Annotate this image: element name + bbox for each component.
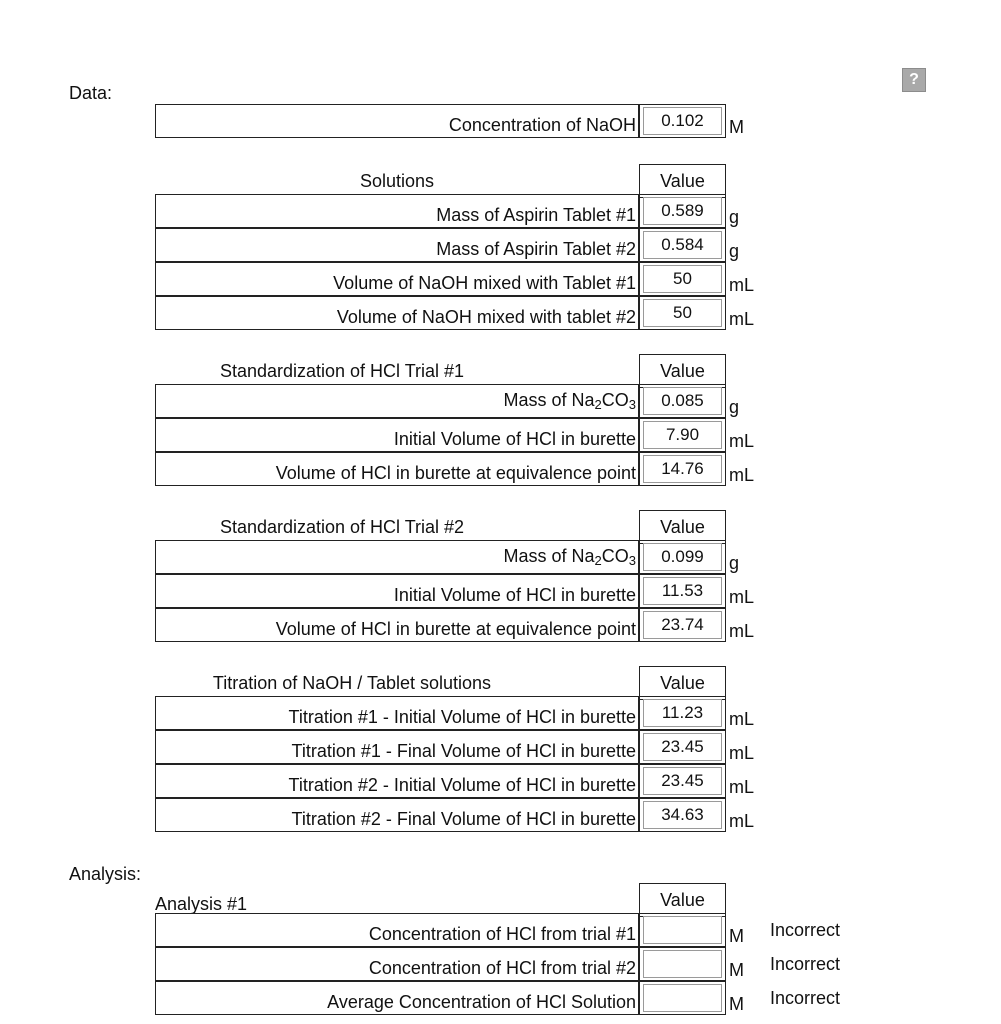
concentration-naoh-label-text: Concentration of NaOH [448,115,636,135]
titration-title-text: Titration of NaOH / Tablet solutions [212,673,492,693]
mass-tablet-2-input[interactable] [643,231,722,259]
analysis1-title [155,883,639,917]
titration2-final-input[interactable] [643,801,722,829]
titration-row-label: Titration #1 - Final Volume of HCl in burette [291,741,636,761]
analysis1-row-label: Concentration of HCl from trial #1 [368,924,636,944]
solutions-title [155,164,639,198]
trial2-row-label: Volume of HCl in burette at equivalence point [275,619,636,639]
trial1-row-label: Volume of HCl in burette at equivalence point [275,463,636,483]
titration-value-cell [639,798,726,832]
analysis1-status: Incorrect [770,919,841,940]
solutions-row [155,262,639,296]
mass-tablet-1-input[interactable] [643,197,722,225]
solutions-unit: g [729,241,740,261]
data-section-label: Data: [69,83,113,103]
titration-row [155,730,639,764]
analysis1-value-cell [639,947,726,981]
trial1-value-cell [639,384,726,418]
titration-row-label: Titration #2 - Final Volume of HCl in burette [291,809,636,829]
trial2-unit: mL [729,621,755,641]
titration-row-label: Titration #2 - Initial Volume of HCl in burette [288,775,636,795]
solutions-unit: g [729,207,740,227]
solutions-value-cell [639,194,726,228]
analysis1-row-label: Concentration of HCl from trial #2 [368,958,636,978]
mass-label-prefix: Mass of Na [503,390,595,410]
trial2-value-cell [639,574,726,608]
trial1-row [155,452,639,486]
trial1-title-text: Standardization of HCl Trial #1 [219,361,465,381]
trial1-value-cell [639,452,726,486]
trial1-equivalence-volume-input[interactable] [643,455,722,483]
volume-naoh-tablet-2-input[interactable] [643,299,722,327]
trial1-title [155,354,639,388]
concentration-naoh-label [155,104,639,138]
trial2-row [155,608,639,642]
trial2-unit: mL [729,587,755,607]
concentration-naoh-input[interactable] [643,107,722,135]
titration1-initial-input[interactable] [643,699,722,727]
concentration-naoh-unit: M [729,117,744,137]
trial1-value-header: Value [639,354,726,388]
solutions-row-label: Mass of Aspirin Tablet #2 [436,239,636,259]
analysis1-unit: M [729,960,744,980]
mass-label-sub: 2 [594,553,602,568]
hcl-concentration-trial1-input[interactable] [643,916,722,944]
titration-value-header: Value [639,666,726,700]
solutions-row-label: Mass of Aspirin Tablet #1 [436,205,636,225]
solutions-row [155,296,639,330]
solutions-unit: mL [729,275,755,295]
trial1-row [155,384,639,418]
trial1-unit: g [729,397,740,417]
volume-naoh-tablet-1-input[interactable] [643,265,722,293]
trial2-row [155,540,639,574]
trial1-mass-label [504,389,637,416]
trial2-unit: g [729,553,740,573]
analysis1-title-text: Analysis #1 [155,894,248,914]
mass-label-sub: 2 [594,397,602,412]
hcl-average-concentration-input[interactable] [643,984,722,1012]
mass-label-mid: CO [601,546,629,566]
titration-value-cell [639,730,726,764]
analysis-section-label: Analysis: [69,864,142,884]
titration-row [155,798,639,832]
trial2-row [155,574,639,608]
trial2-mass-label [504,545,637,572]
trial1-mass-na2co3-input[interactable] [643,387,722,415]
solutions-row [155,228,639,262]
mass-label-sub: 3 [628,397,636,412]
trial2-value-cell [639,608,726,642]
analysis1-unit: M [729,994,744,1014]
titration-row-label: Titration #1 - Initial Volume of HCl in burette [288,707,636,727]
titration-row [155,696,639,730]
trial2-title-text: Standardization of HCl Trial #2 [219,517,465,537]
trial1-unit: mL [729,431,755,451]
mass-label-sub: 3 [628,553,636,568]
analysis1-status: Incorrect [770,987,841,1008]
analysis1-value-cell [639,981,726,1015]
solutions-row [155,194,639,228]
analysis1-row-label: Average Concentration of HCl Solution [327,992,636,1012]
analysis1-row [155,947,639,981]
analysis1-value-header: Value [639,883,726,917]
trial2-mass-na2co3-input[interactable] [643,543,722,571]
solutions-value-cell [639,296,726,330]
analysis1-status: Incorrect [770,953,841,974]
titration2-initial-input[interactable] [643,767,722,795]
solutions-title-text: Solutions [359,171,435,191]
solutions-value-cell [639,262,726,296]
mass-label-mid: CO [601,390,629,410]
hcl-concentration-trial2-input[interactable] [643,950,722,978]
solutions-unit: mL [729,309,755,329]
analysis1-row [155,913,639,947]
solutions-row-label: Volume of NaOH mixed with tablet #2 [336,307,636,327]
analysis1-value-cell [639,913,726,947]
titration-unit: mL [729,811,755,831]
titration-unit: mL [729,777,755,797]
solutions-row-label: Volume of NaOH mixed with Tablet #1 [333,273,636,293]
trial2-equivalence-volume-input[interactable] [643,611,722,639]
trial2-value-cell [639,540,726,574]
titration-title [155,666,639,700]
trial2-title [155,510,639,544]
analysis1-row [155,981,639,1015]
trial2-value-header: Value [639,510,726,544]
trial2-row-label: Initial Volume of HCl in burette [393,585,636,605]
trial1-initial-volume-input[interactable] [643,421,722,449]
titration-value-cell [639,696,726,730]
analysis1-unit: M [729,926,744,946]
trial1-value-cell [639,418,726,452]
titration-value-cell [639,764,726,798]
trial1-unit: mL [729,465,755,485]
titration-unit: mL [729,709,755,729]
titration-row [155,764,639,798]
titration1-final-input[interactable] [643,733,722,761]
trial1-row-label: Initial Volume of HCl in burette [393,429,636,449]
titration-unit: mL [729,743,755,763]
help-button[interactable]: ? [902,68,926,92]
solutions-value-header: Value [639,164,726,198]
concentration-naoh-cell [639,104,726,138]
mass-label-prefix: Mass of Na [503,546,595,566]
trial2-initial-volume-input[interactable] [643,577,722,605]
trial1-row [155,418,639,452]
solutions-value-cell [639,228,726,262]
